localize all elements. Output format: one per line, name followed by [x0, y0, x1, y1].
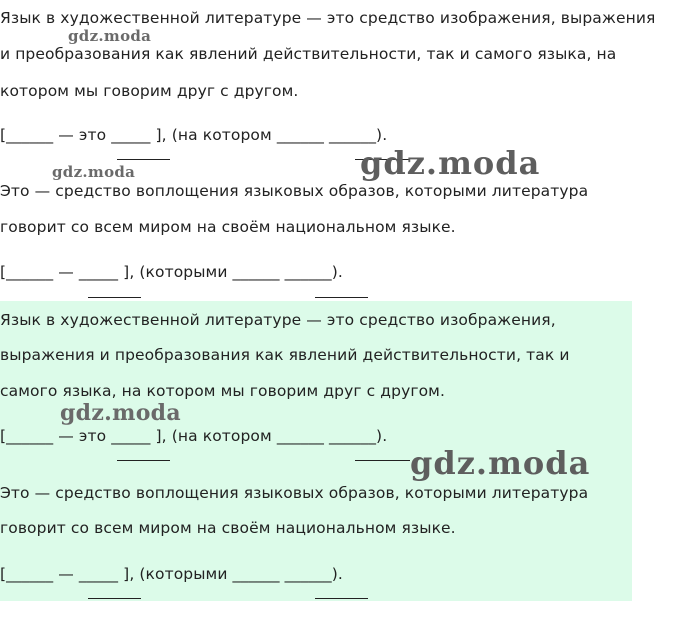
scheme-underline [117, 460, 170, 461]
sentence-scheme: [______ — _____ ], (которыми ______ ______). [0, 263, 343, 281]
text-line: котором мы говорим друг с другом. [0, 82, 299, 100]
text-line: Язык в художественной литературе — это средство изображения, выражения [0, 9, 656, 27]
watermark: gdz.moda [410, 444, 591, 482]
text-line: говорит со всем миром на своём национальном языке. [0, 519, 456, 537]
sentence-scheme: [______ — _____ ], (которыми ______ ______). [0, 565, 343, 583]
sentence-scheme: [______ — это _____ ], (на котором ______ ______). [0, 126, 388, 144]
scheme-underline [117, 159, 170, 160]
sentence-scheme: [______ — это _____ ], (на котором ______ ______). [0, 427, 388, 445]
text-line: самого языка, на котором мы говорим друг с другом. [0, 382, 445, 400]
scheme-underline [88, 297, 141, 298]
watermark: gdz.moda [360, 144, 541, 182]
text-line: Это — средство воплощения языковых образов, которыми литература [0, 182, 589, 200]
text-line: и преобразования как явлений действительности, так и самого языка, на [0, 45, 617, 63]
text-line: Язык в художественной литературе — это средство изображения, [0, 311, 556, 329]
text-line: говорит со всем миром на своём национальном языке. [0, 218, 456, 236]
text-line: Это — средство воплощения языковых образов, которыми литература [0, 484, 589, 502]
scheme-underline [88, 598, 141, 599]
scheme-underline [315, 598, 368, 599]
scheme-underline [355, 460, 410, 461]
watermark: gdz.moda [60, 400, 181, 426]
scheme-underline [315, 297, 368, 298]
watermark: gdz.moda [52, 163, 136, 181]
text-line: выражения и преобразования как явлений действительности, так и [0, 346, 570, 364]
watermark: gdz.moda [68, 27, 152, 45]
